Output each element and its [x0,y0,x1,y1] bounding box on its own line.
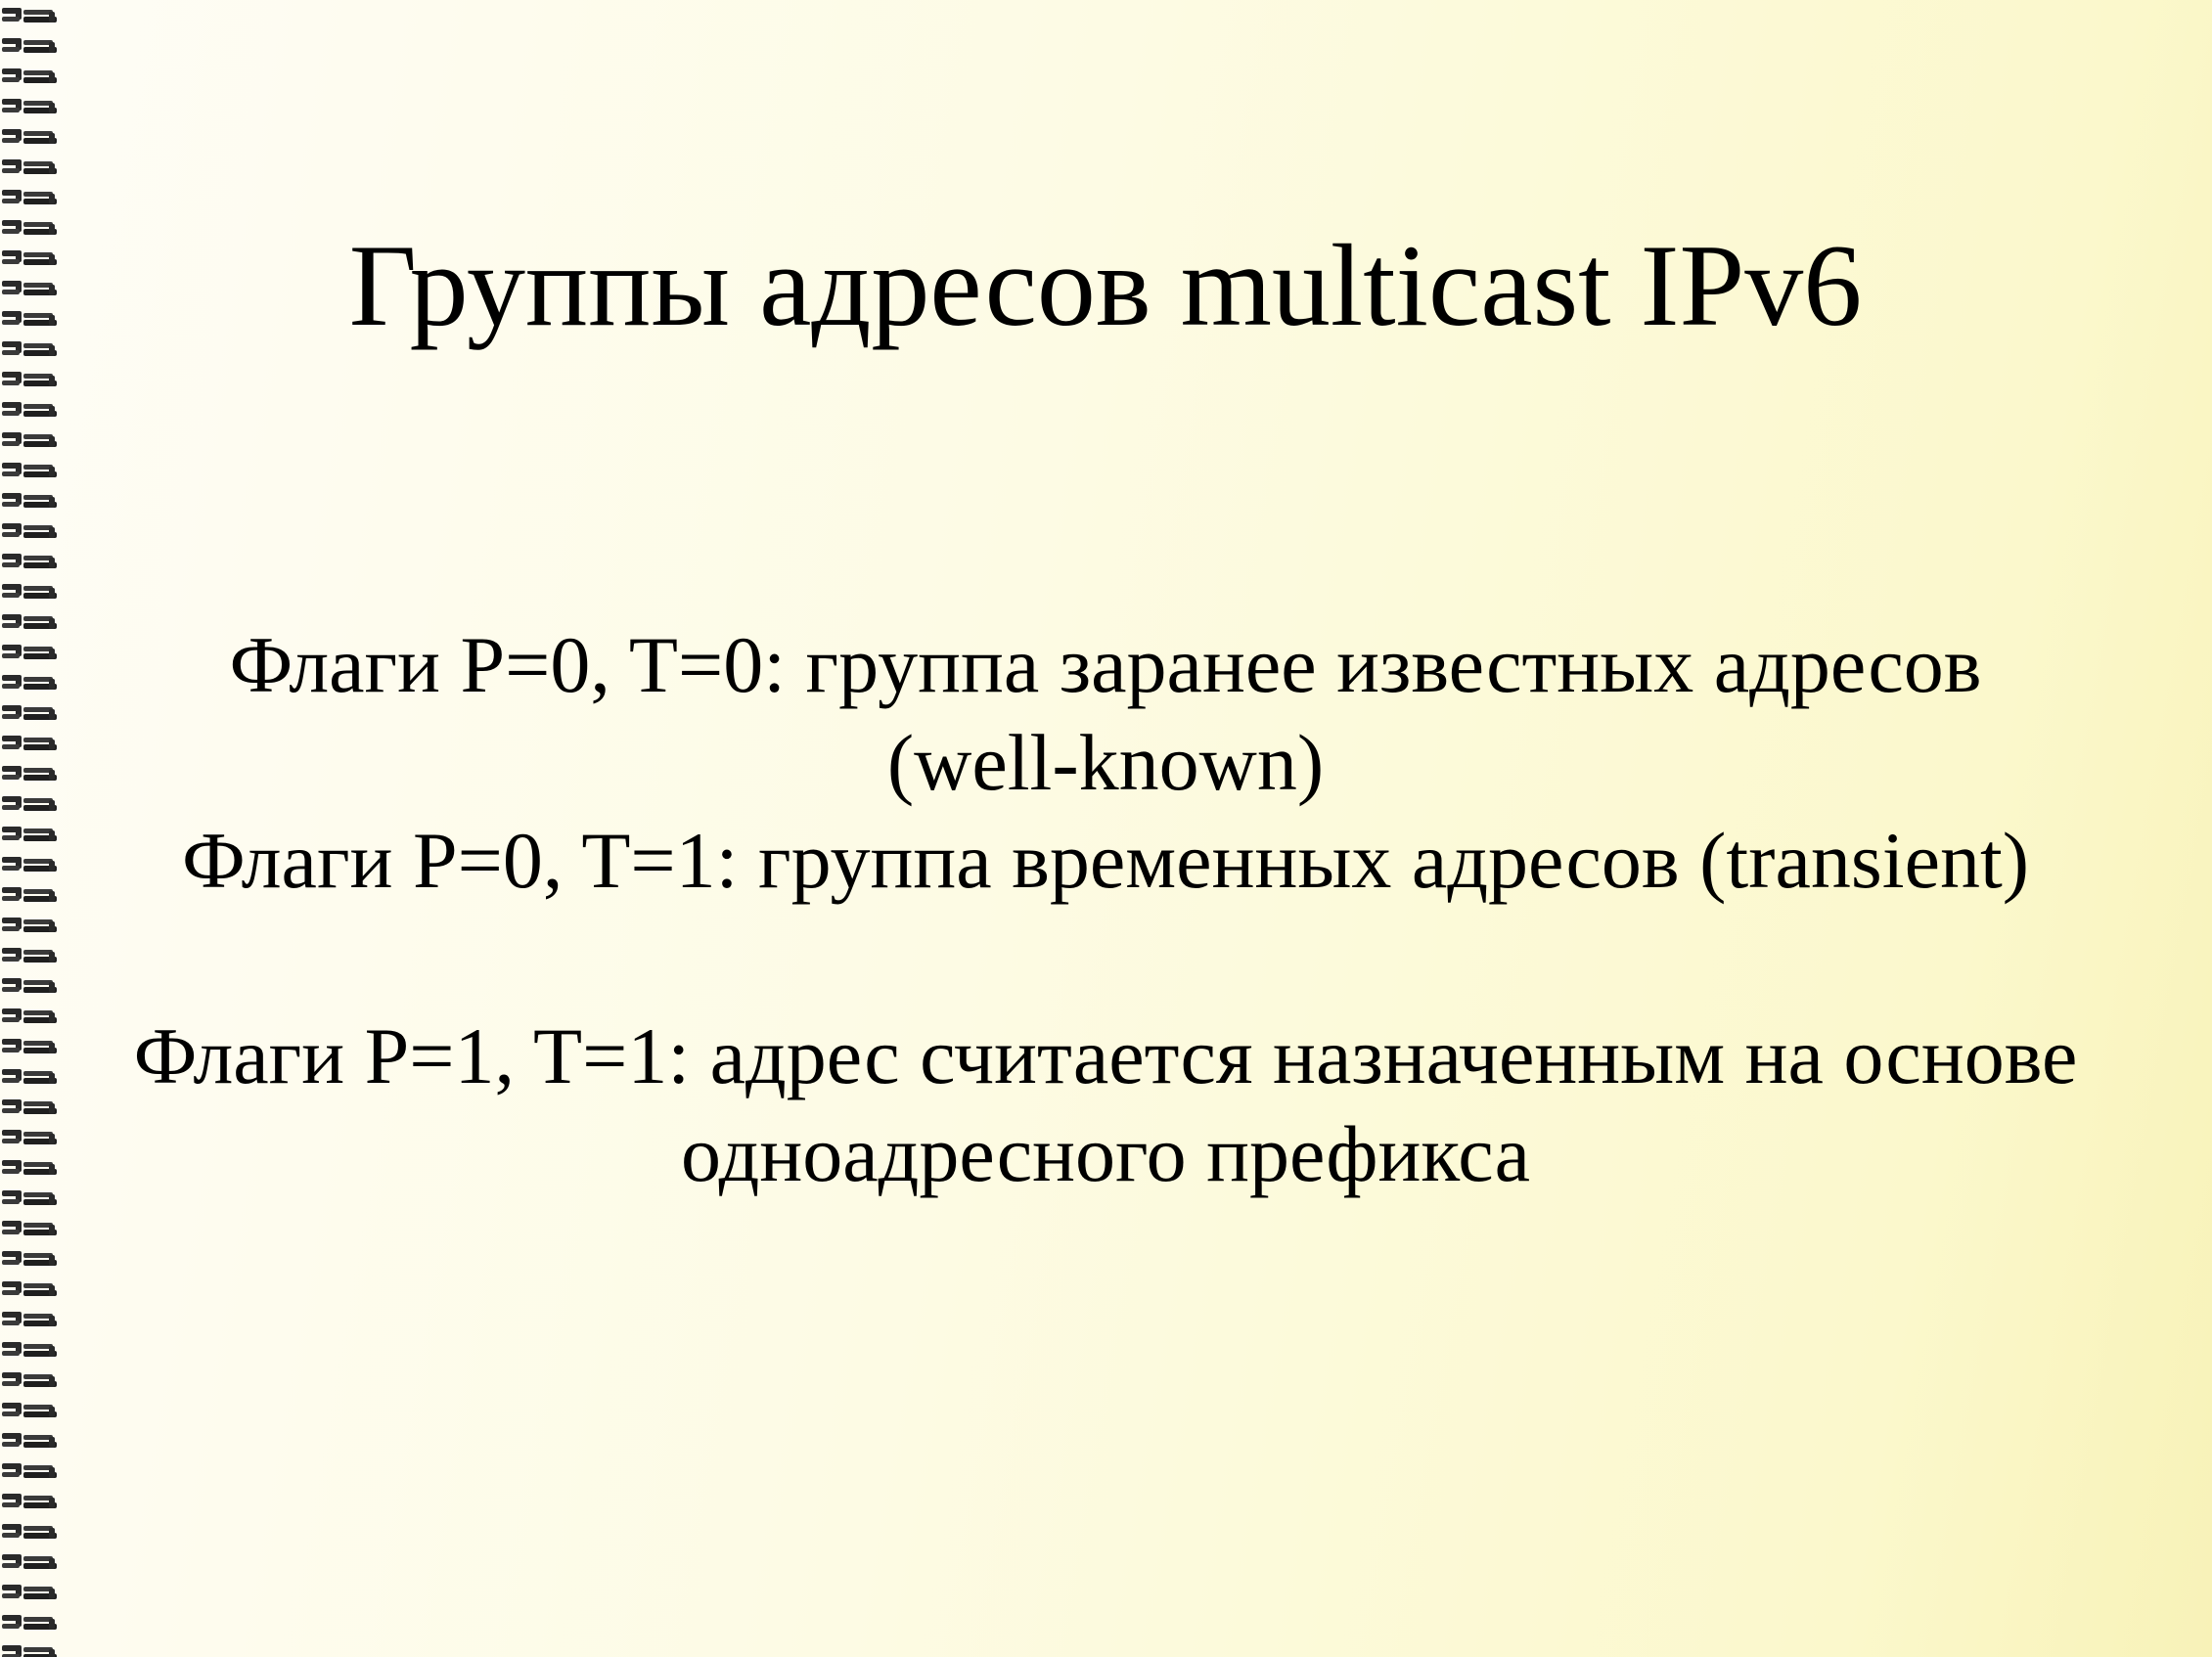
slide-body [127,616,2084,1203]
binding-ring [2,554,57,568]
binding-ring [2,766,57,781]
binding-ring [2,1069,57,1084]
binding-ring [2,1251,57,1266]
binding-ring [2,1403,57,1417]
binding-ring [2,1039,57,1053]
binding-ring [2,1645,57,1657]
binding-ring [2,584,57,599]
binding-ring [2,220,57,235]
spiral-binding [0,0,68,1657]
flag-description-well-known: Флаги P=0, T=0: группа заранее известных адресов (well-known) [229,620,1982,807]
binding-ring [2,1160,57,1175]
binding-ring [2,1494,57,1508]
binding-ring [2,1130,57,1144]
binding-ring [2,1221,57,1235]
binding-ring [2,887,57,902]
binding-ring [2,1312,57,1326]
binding-ring [2,1554,57,1569]
binding-ring [2,523,57,538]
binding-ring [2,736,57,750]
binding-ring [2,1615,57,1630]
binding-ring [2,948,57,963]
binding-ring [2,705,57,720]
slide-title: Группы адресов multicast IPv6 [348,220,1863,350]
binding-ring [2,1281,57,1296]
binding-ring [2,281,57,295]
flag-description-transient: Флаги P=0, T=1: группа временных адресов (transient) [181,816,2030,905]
binding-ring [2,1099,57,1114]
binding-ring [2,341,57,356]
binding-ring [2,1433,57,1448]
binding-ring [2,645,57,659]
binding-ring [2,1372,57,1387]
binding-ring [2,372,57,386]
binding-ring [2,38,57,53]
binding-ring [2,1190,57,1205]
binding-ring [2,493,57,508]
binding-ring [2,190,57,204]
binding-ring [2,68,57,83]
binding-ring [2,796,57,811]
binding-ring [2,250,57,265]
binding-ring [2,1585,57,1599]
binding-ring [2,402,57,417]
binding-ring [2,159,57,174]
binding-ring [2,311,57,326]
paragraph-spacer [127,910,2084,1008]
binding-ring [2,1342,57,1357]
binding-ring [2,827,57,841]
flag-description-prefix-based: Флаги P=1, T=1: адрес считается назначенным на основе одноадресного префикса [133,1011,2078,1198]
binding-ring [2,675,57,690]
binding-ring [2,614,57,629]
binding-ring [2,463,57,477]
binding-ring [2,129,57,144]
binding-ring [2,978,57,993]
binding-ring [2,1524,57,1539]
binding-ring [2,432,57,447]
binding-ring [2,99,57,113]
binding-ring [2,918,57,932]
binding-ring [2,857,57,872]
binding-ring [2,1008,57,1023]
binding-ring [2,8,57,22]
binding-ring [2,1463,57,1478]
